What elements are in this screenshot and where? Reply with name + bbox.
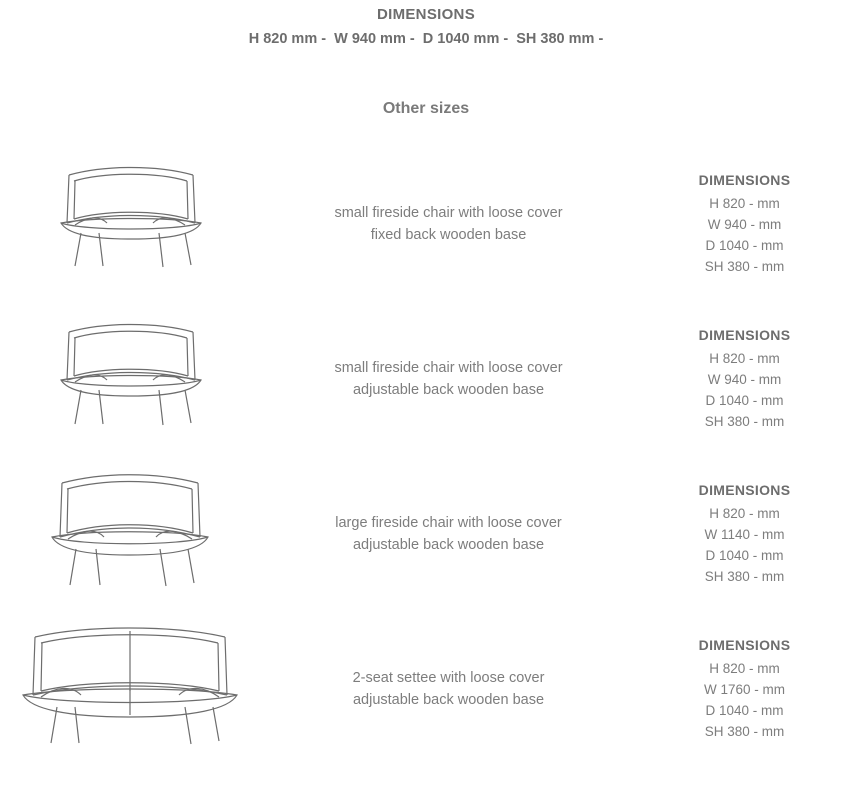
dimension-width: W 940 - mm <box>707 372 782 387</box>
item-description <box>260 667 637 711</box>
large-fireside-chair-icon <box>0 469 260 599</box>
dimension-height: H 820 - mm <box>709 196 780 211</box>
two-seat-settee-icon <box>0 621 260 756</box>
dimension-width: W 1140 - mm <box>704 527 785 542</box>
item-description <box>260 512 637 556</box>
other-sizes-list <box>0 146 852 766</box>
dimension-width: W 1760 - mm <box>703 682 785 697</box>
dimensions-heading: DIMENSIONS <box>698 172 791 188</box>
item-description-line2: fixed back wooden base <box>370 226 527 243</box>
item-dimensions <box>637 170 852 277</box>
item-description <box>260 357 637 401</box>
item-dimensions <box>637 635 852 742</box>
dimensions-heading: DIMENSIONS <box>698 327 791 343</box>
small-fireside-chair-icon <box>0 161 260 286</box>
dimension-height: H 820 - mm <box>709 351 780 366</box>
list-item <box>0 146 852 301</box>
small-fireside-chair-adjustable-icon <box>0 316 260 441</box>
dimension-seat-height: SH 380 - mm <box>704 569 785 584</box>
dimension-seat-height: SH 380 - mm <box>704 724 785 739</box>
item-dimensions <box>637 325 852 432</box>
page-title: DIMENSIONS <box>376 6 475 23</box>
list-item <box>0 301 852 456</box>
dimension-depth: D 1040 - mm <box>705 703 784 718</box>
item-description-line2: adjustable back wooden base <box>352 536 545 553</box>
dimension-height: H 820 - mm <box>709 506 780 521</box>
header-dimensions-line: H 820 mm - W 940 mm - D 1040 mm - SH 380 mm - <box>248 31 604 47</box>
dimension-depth: D 1040 - mm <box>705 393 784 408</box>
dimension-depth: D 1040 - mm <box>705 238 784 253</box>
item-dimensions <box>637 480 852 587</box>
dimensions-heading: DIMENSIONS <box>698 482 791 498</box>
dimension-seat-height: SH 380 - mm <box>704 414 785 429</box>
item-description-line1: 2-seat settee with loose cover <box>352 669 545 686</box>
item-description-line1: large fireside chair with loose cover <box>335 514 562 531</box>
dimensions-heading: DIMENSIONS <box>698 637 791 653</box>
item-description-line2: adjustable back wooden base <box>352 381 545 398</box>
dimension-height: H 820 - mm <box>709 661 780 676</box>
item-description-line1: small fireside chair with loose cover <box>334 359 563 376</box>
list-item <box>0 611 852 766</box>
page-header <box>0 0 852 52</box>
item-description <box>260 202 637 246</box>
section-title: Other sizes <box>382 100 470 117</box>
item-description-line2: adjustable back wooden base <box>352 691 545 708</box>
dimension-seat-height: SH 380 - mm <box>704 259 785 274</box>
dimension-depth: D 1040 - mm <box>705 548 784 563</box>
list-item <box>0 456 852 611</box>
dimension-width: W 940 - mm <box>707 217 782 232</box>
item-description-line1: small fireside chair with loose cover <box>334 204 563 221</box>
